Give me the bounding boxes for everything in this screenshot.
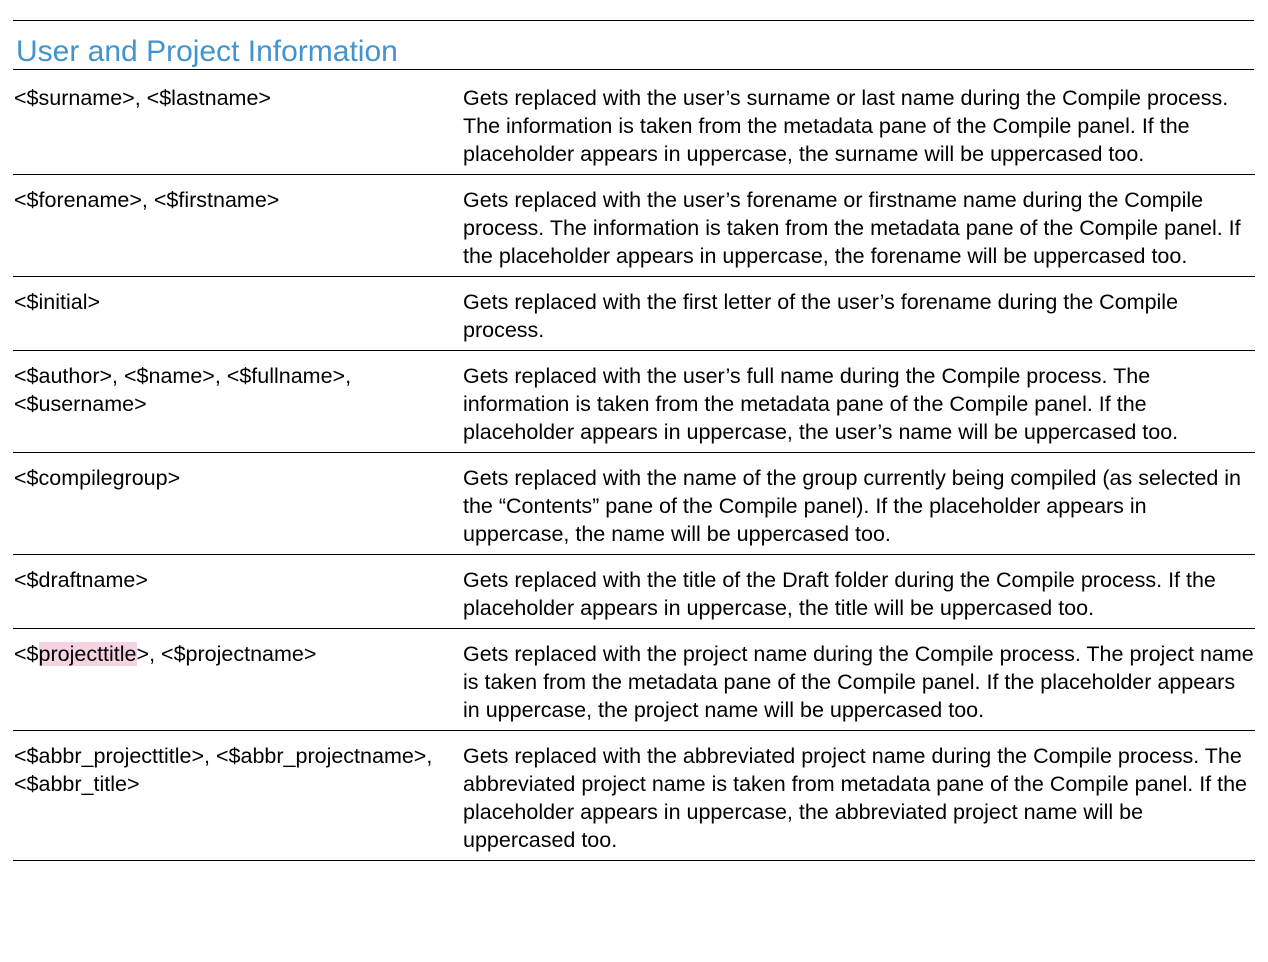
placeholder-suffix: >, <$projectname>: [136, 642, 317, 666]
description-text: Gets replaced with the user’s full name during the Compile process. The information is taken from the metadata pane of the Compile panel. If the placeholder appears in uppercase, the user’s name will be uppercased too.: [463, 364, 1179, 444]
description-cell: [463, 175, 1255, 277]
table-row: [13, 277, 1255, 351]
placeholder-cell: [13, 731, 463, 861]
placeholder-text: <$surname>, <$lastname>: [14, 86, 271, 110]
placeholder-text: <$abbr_projecttitle>, <$abbr_projectname>, <$abbr_title>: [14, 744, 433, 796]
placeholder-text: <$author>, <$name>, <$fullname>, <$username>: [14, 364, 352, 416]
description-text: Gets replaced with the first letter of the user’s forename during the Compile process.: [463, 290, 1179, 342]
placeholder-text: <$forename>, <$firstname>: [14, 188, 280, 212]
placeholder-table: [13, 84, 1255, 861]
description-text: Gets replaced with the title of the Draft folder during the Compile process. If the placeholder appears in uppercase, the title will be uppercased too.: [463, 568, 1216, 620]
table-row: [13, 731, 1255, 861]
description-text: Gets replaced with the user’s forename or firstname name during the Compile process. The information is taken from the metadata pane of the Compile panel. If the placeholder appears in uppercase, the forename will be uppercased too.: [463, 188, 1241, 268]
placeholder-cell: [13, 351, 463, 453]
placeholder-text: <$draftname>: [14, 568, 148, 592]
table-row: [13, 84, 1255, 175]
placeholder-cell: [13, 175, 463, 277]
description-cell: [463, 453, 1255, 555]
placeholder-text: <$initial>: [14, 290, 101, 314]
table-row: [13, 629, 1255, 731]
table-row: [13, 453, 1255, 555]
section-heading: [13, 20, 1254, 70]
description-cell: [463, 555, 1255, 629]
placeholder-cell: [13, 84, 463, 175]
description-cell: [463, 629, 1255, 731]
description-cell: [463, 351, 1255, 453]
table-row: [13, 175, 1255, 277]
description-cell: [463, 277, 1255, 351]
table-row: [13, 555, 1255, 629]
placeholder-text: [14, 640, 463, 668]
section-title: User and Project Information: [16, 35, 398, 68]
placeholder-prefix: <$: [14, 642, 39, 666]
placeholder-cell: [13, 629, 463, 731]
highlighted-term: projecttitle: [38, 642, 137, 666]
description-cell: [463, 84, 1255, 175]
description-text: Gets replaced with the project name during the Compile process. The project name is taken from the metadata pane of the Compile panel. If the placeholder appears in uppercase, the project name will be uppercased too.: [463, 642, 1254, 722]
placeholder-text: <$compilegroup>: [14, 466, 181, 490]
table-row: [13, 351, 1255, 453]
placeholder-cell: [13, 453, 463, 555]
description-cell: [463, 731, 1255, 861]
placeholder-cell: [13, 277, 463, 351]
description-text: Gets replaced with the abbreviated project name during the Compile process. The abbreviated project name is taken from metadata pane of the Compile panel. If the placeholder appears in uppercase, the abbreviated project name will be uppercased too.: [463, 744, 1248, 852]
placeholder-cell: [13, 555, 463, 629]
description-text: Gets replaced with the name of the group currently being compiled (as selected in the “Contents” pane of the Compile panel). If the placeholder appears in uppercase, the name will be uppercased too.: [463, 466, 1242, 546]
description-text: Gets replaced with the user’s surname or last name during the Compile process. The information is taken from the metadata pane of the Compile panel. If the placeholder appears in uppercase, the surname will be uppercased too.: [463, 86, 1229, 166]
